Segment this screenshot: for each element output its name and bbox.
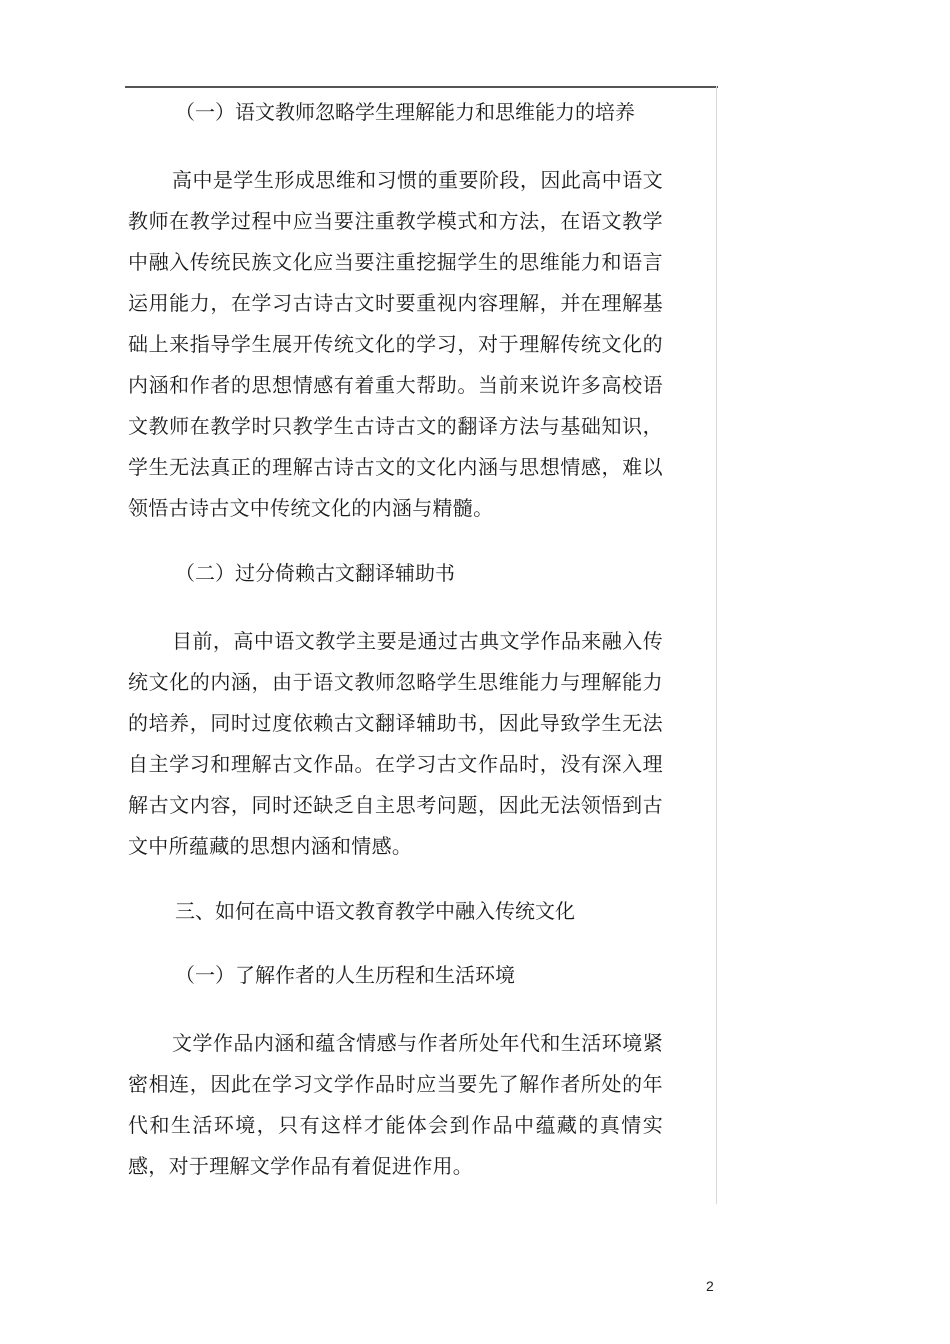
spacer: [128, 931, 663, 955]
chapter-heading-3: 三、如何在高中语文教育教学中融入传统文化: [175, 899, 575, 923]
page-number: 2: [706, 1278, 714, 1294]
body-paragraph-1: 高中是学生形成思维和习惯的重要阶段，因此高中语文教师在教学过程中应当要注重教学模式和方法，在语文教学中融入传统民族文化应当要注重挖掘学生的思维能力和语言运用能力，在学习古诗古文时要重视内容理解，并在理解基础上来指导学生展开传统文化的学习，对于理解传统文化的内涵和作者的思想情感有着重大帮助。当前来说许多高校语文教师在教学时只教学生古诗古文的翻译方法与基础知识，学生无法真正的理解古诗古文的文化内涵与思想情感，难以领悟古诗古文中传统文化的内涵与精髓。: [128, 168, 663, 520]
spacer: [128, 529, 663, 553]
spacer: [128, 995, 663, 1023]
page-content: [128, 92, 663, 1187]
body-paragraph-2: 目前，高中语文教学主要是通过古典文学作品来融入传统文化的内涵，由于语文教师忽略学生思维能力与理解能力的培养，同时过度依赖古文翻译辅助书，因此导致学生无法自主学习和理解古文作品。在学习古文作品时，没有深入理解古文内容，同时还缺乏自主思考问题，因此无法领悟到古文中所蕴藏的思想内涵和情感。: [128, 629, 663, 858]
body-paragraph-3: 文学作品内涵和蕴含情感与作者所处年代和生活环境紧密相连，因此在学习文学作品时应当要先了解作者所处的年代和生活环境，只有这样才能体会到作品中蕴藏的真情实感，对于理解文学作品有着促进作用。: [128, 1031, 663, 1178]
spacer: [128, 132, 663, 160]
margin-rule: [716, 86, 717, 1204]
spacer: [128, 593, 663, 621]
section-heading-3-1: （一）了解作者的人生历程和生活环境: [175, 963, 515, 987]
header-rule: [125, 86, 718, 88]
spacer: [128, 867, 663, 891]
section-heading-1: （一）语文教师忽略学生理解能力和思维能力的培养: [175, 100, 635, 124]
section-heading-2: （二）过分倚赖古文翻译辅助书: [175, 561, 455, 585]
